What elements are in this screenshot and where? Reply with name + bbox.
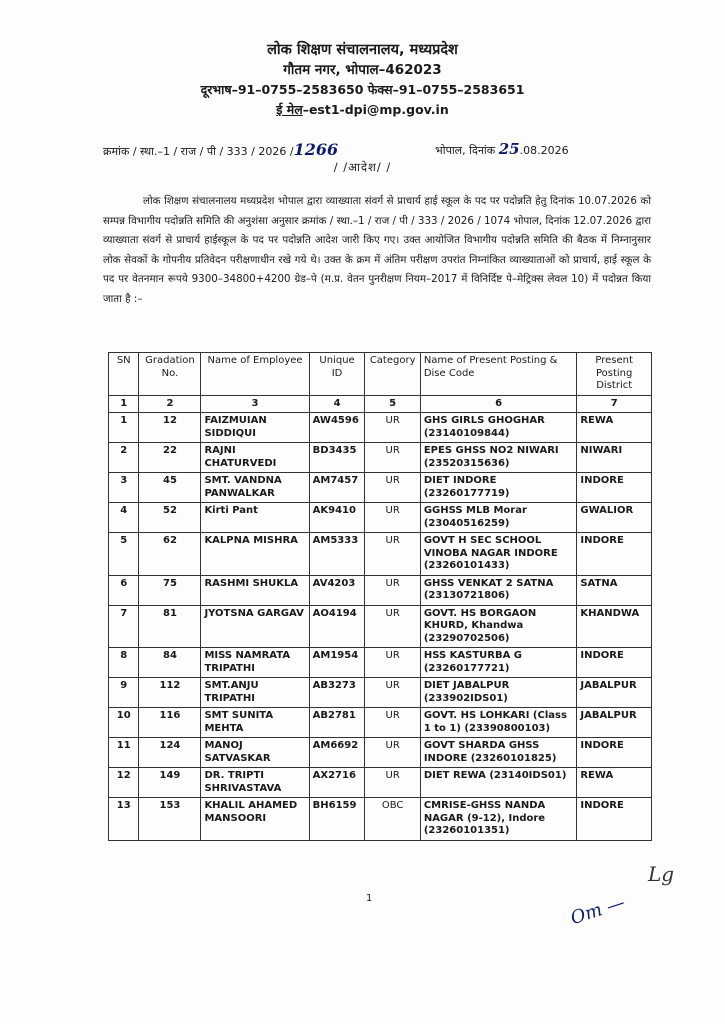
cell-name: DR. TRIPTI SHRIVASTAVA (201, 768, 309, 798)
cell-gradation: 84 (139, 648, 201, 678)
cell-district: INDORE (577, 738, 652, 768)
cell-sn: 11 (109, 738, 139, 768)
cell-unique-id: AW4596 (309, 413, 365, 443)
cell-gradation: 62 (139, 533, 201, 576)
cell-posting: HSS KASTURBA G (23260177721) (420, 648, 577, 678)
order-date (435, 140, 569, 158)
table-row (109, 533, 652, 576)
column-index-row (109, 395, 652, 413)
cell-sn: 12 (109, 768, 139, 798)
reference-prefix: क्रमांक / स्था.–1 / राज / पी / 333 / 2026 / (103, 145, 294, 158)
promotion-table (108, 352, 652, 841)
handwritten-signature: Om — (568, 891, 628, 930)
table-row (109, 738, 652, 768)
cell-district: KHANDWA (577, 605, 652, 648)
page-number: 1 (366, 893, 373, 904)
date-handwritten-day: 25 (498, 140, 520, 158)
cell-posting: GHS GIRLS GHOGHAR (23140109844) (420, 413, 577, 443)
header-category: Category (365, 353, 420, 396)
cell-category: UR (365, 443, 420, 473)
cell-district: INDORE (577, 533, 652, 576)
cell-district: REWA (577, 413, 652, 443)
cell-name: RAJNI CHATURVEDI (201, 443, 309, 473)
email-label: ई मेल (276, 102, 303, 117)
office-name: लोक शिक्षण संचालनालय, मध्यप्रदेश (267, 42, 458, 58)
cell-unique-id: AM6692 (309, 738, 365, 768)
cell-gradation: 81 (139, 605, 201, 648)
initials-signature: Lg (648, 862, 675, 886)
cell-unique-id: BH6159 (309, 798, 365, 841)
cell-name: JYOTSNA GARGAV (201, 605, 309, 648)
cell-unique-id: AX2716 (309, 768, 365, 798)
cell-posting: EPES GHSS NO2 NIWARI (23520315636) (420, 443, 577, 473)
cell-category: UR (365, 533, 420, 576)
cell-name: SMT. VANDNA PANWALKAR (201, 473, 309, 503)
office-address: गौतम नगर, भोपाल–462023 (283, 62, 442, 78)
cell-gradation: 149 (139, 768, 201, 798)
header-unique-id: Unique ID (309, 353, 365, 396)
cell-district: SATNA (577, 575, 652, 605)
cell-category: UR (365, 605, 420, 648)
order-title: / /आदेश/ / (333, 160, 392, 174)
letterhead (0, 40, 725, 120)
cell-unique-id: AV4203 (309, 575, 365, 605)
index-cell: 6 (420, 395, 577, 413)
cell-district: REWA (577, 768, 652, 798)
cell-category: UR (365, 575, 420, 605)
table-body (109, 395, 652, 840)
cell-sn: 6 (109, 575, 139, 605)
table-row (109, 413, 652, 443)
cell-unique-id: AM1954 (309, 648, 365, 678)
cell-gradation: 112 (139, 678, 201, 708)
cell-sn: 4 (109, 503, 139, 533)
cell-name: SMT SUNITA MEHTA (201, 708, 309, 738)
index-cell: 7 (577, 395, 652, 413)
cell-gradation: 45 (139, 473, 201, 503)
cell-name: KHALIL AHAMED MANSOORI (201, 798, 309, 841)
cell-category: UR (365, 648, 420, 678)
cell-sn: 13 (109, 798, 139, 841)
header-gradation: Gradation No. (139, 353, 201, 396)
office-phone: दूरभाष–91–0755–2583650 फेक्स–91–0755–2583651 (200, 82, 525, 97)
cell-name: SMT.ANJU TRIPATHI (201, 678, 309, 708)
cell-unique-id: AB2781 (309, 708, 365, 738)
cell-sn: 10 (109, 708, 139, 738)
table-row (109, 708, 652, 738)
index-cell: 1 (109, 395, 139, 413)
cell-posting: GHSS VENKAT 2 SATNA (23130721806) (420, 575, 577, 605)
cell-name: MANOJ SATVASKAR (201, 738, 309, 768)
cell-district: JABALPUR (577, 708, 652, 738)
office-email (0, 100, 725, 120)
cell-gradation: 52 (139, 503, 201, 533)
cell-sn: 1 (109, 413, 139, 443)
date-prefix: भोपाल, दिनांक (435, 144, 496, 157)
cell-category: UR (365, 503, 420, 533)
cell-posting: GOVT. HS BORGAON KHURD, Khandwa (23290702506) (420, 605, 577, 648)
cell-district: GWALIOR (577, 503, 652, 533)
cell-sn: 8 (109, 648, 139, 678)
cell-name: Kirti Pant (201, 503, 309, 533)
cell-gradation: 116 (139, 708, 201, 738)
table-row (109, 443, 652, 473)
cell-category: OBC (365, 798, 420, 841)
cell-gradation: 22 (139, 443, 201, 473)
index-cell: 2 (139, 395, 201, 413)
cell-sn: 7 (109, 605, 139, 648)
cell-posting: GOVT H SEC SCHOOL VINOBA NAGAR INDORE (23260101433) (420, 533, 577, 576)
table-row (109, 503, 652, 533)
cell-posting: DIET REWA (23140IDS01) (420, 768, 577, 798)
cell-unique-id: AM5333 (309, 533, 365, 576)
cell-district: JABALPUR (577, 678, 652, 708)
header-district: Present Posting District (577, 353, 652, 396)
cell-gradation: 75 (139, 575, 201, 605)
header-posting: Name of Present Posting & Dise Code (420, 353, 577, 396)
cell-category: UR (365, 738, 420, 768)
table-row (109, 798, 652, 841)
cell-name: KALPNA MISHRA (201, 533, 309, 576)
cell-category: UR (365, 413, 420, 443)
cell-posting: DIET JABALPUR (233902IDS01) (420, 678, 577, 708)
cell-posting: GOVT. HS LOHKARI (Class 1 to 1) (23390800103) (420, 708, 577, 738)
cell-gradation: 12 (139, 413, 201, 443)
cell-district: INDORE (577, 648, 652, 678)
table-row (109, 768, 652, 798)
cell-district: INDORE (577, 798, 652, 841)
cell-name: MISS NAMRATA TRIPATHI (201, 648, 309, 678)
cell-unique-id: AB3273 (309, 678, 365, 708)
index-cell: 4 (309, 395, 365, 413)
cell-sn: 9 (109, 678, 139, 708)
header-sn: SN (109, 353, 139, 396)
table-row (109, 575, 652, 605)
cell-sn: 2 (109, 443, 139, 473)
index-cell: 5 (365, 395, 420, 413)
email-value: –est1-dpi@mp.gov.in (302, 102, 449, 117)
cell-district: INDORE (577, 473, 652, 503)
cell-unique-id: AM7457 (309, 473, 365, 503)
cell-name: FAIZMUIAN SIDDIQUI (201, 413, 309, 443)
body-paragraph: लोक शिक्षण संचालनालय मध्यप्रदेश भोपाल द्वारा व्याख्याता संवर्ग से प्राचार्य हाई स्कूल के पद पर पदोन्नति हेतु दिनांक 10.07.2026 को सम्पन्न विभागीय पदोन्नति समिति की अनुशंसा अनुसार क्रमांक / स्था.–1 / राज / पी / 333 / 2026 / 1074 भोपाल, दिनांक 12.07.2026 द्वारा व्याख्याता संवर्ग से प्राचार्य हाईस्कूल के पद पर पदोन्नति आदेश जारी किए गए। उक्त आयोजित विभागीय पदोन्नति समिति की बैठक में निम्नानुसार लोक सेवकों के गोपनीय प्रतिवेदन परीक्षणाधीन रखे गये थे। उक्त के क्रम में अंतिम परीक्षण उपरांत निम्नांकित व्याख्याताओं को प्राचार्य, हाई स्कूल के पद पर वेतनमान रूपये 9300–34800+4200 ग्रेड–पे (म.प्र. वेतन पुनरीक्षण नियम–2017 में विनिर्दिष्ट पे–मेट्रिक्स लेवल 10) में पदोन्नत किया जाता है :– (103, 195, 651, 305)
cell-unique-id: AK9410 (309, 503, 365, 533)
cell-category: UR (365, 768, 420, 798)
cell-unique-id: BD3435 (309, 443, 365, 473)
cell-category: UR (365, 473, 420, 503)
index-cell: 3 (201, 395, 309, 413)
date-rest: .08.2026 (519, 144, 569, 157)
cell-posting: GGHSS MLB Morar (23040516259) (420, 503, 577, 533)
table-row (109, 648, 652, 678)
cell-gradation: 153 (139, 798, 201, 841)
header-name: Name of Employee (201, 353, 309, 396)
order-body (103, 192, 651, 309)
cell-sn: 3 (109, 473, 139, 503)
table-row (109, 678, 652, 708)
table-row (109, 605, 652, 648)
cell-district: NIWARI (577, 443, 652, 473)
cell-posting: CMRISE-GHSS NANDA NAGAR (9-12), Indore (23260101351) (420, 798, 577, 841)
cell-posting: GOVT SHARDA GHSS INDORE (23260101825) (420, 738, 577, 768)
cell-category: UR (365, 678, 420, 708)
cell-gradation: 124 (139, 738, 201, 768)
table-header-row (109, 353, 652, 396)
cell-sn: 5 (109, 533, 139, 576)
table-row (109, 473, 652, 503)
cell-category: UR (365, 708, 420, 738)
cell-name: RASHMI SHUKLA (201, 575, 309, 605)
cell-unique-id: AO4194 (309, 605, 365, 648)
reference-number (103, 140, 338, 159)
cell-posting: DIET INDORE (23260177719) (420, 473, 577, 503)
reference-handwritten-number: 1266 (293, 140, 339, 159)
